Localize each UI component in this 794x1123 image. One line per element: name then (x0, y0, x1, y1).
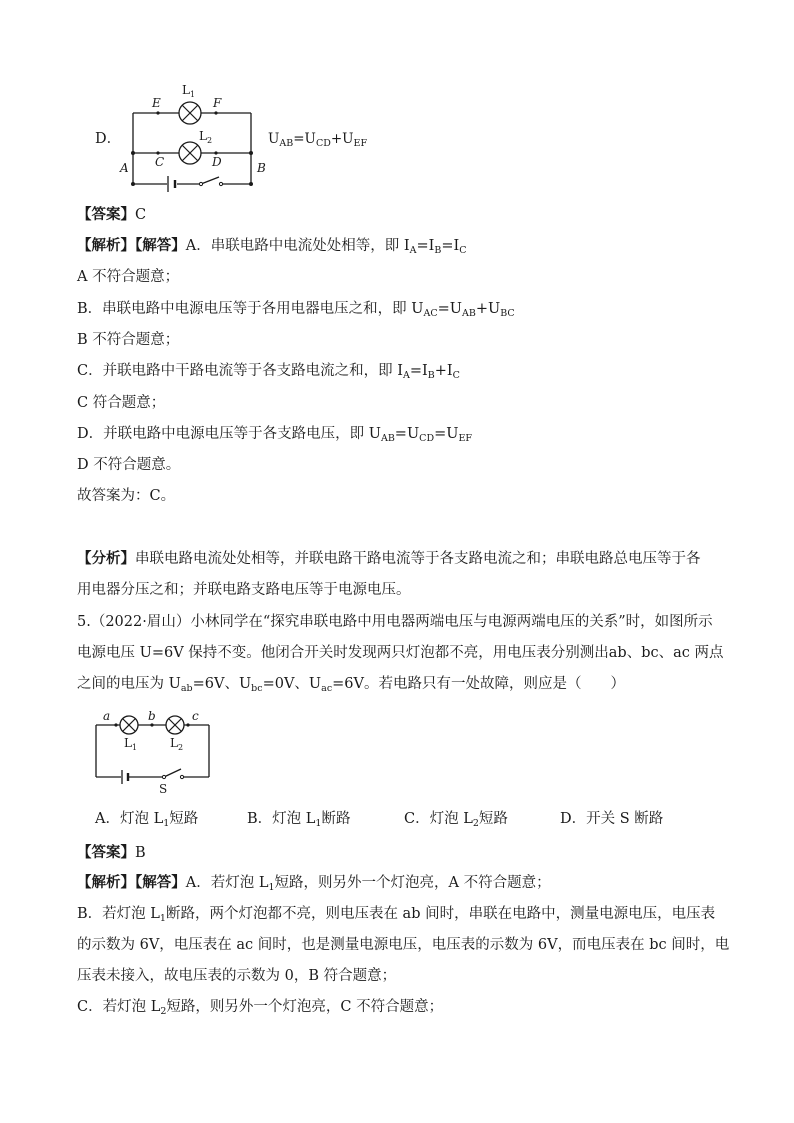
l1-label: $L_1$ (124, 736, 138, 752)
battery-icon (168, 176, 175, 192)
q4-analysis-line-b: B．串联电路中电源电压等于各用电器电压之和，即 $U_{AC}=U_{AB}+U_{BC}$ (77, 301, 515, 319)
q4-summary-line-2: 用电器分压之和；并联电路支路电压等于电源电压。 (77, 582, 411, 598)
q5-analysis-line-c: C．若灯泡 $L_2$短路，则另外一个灯泡亮，C 不符合题意； (77, 999, 444, 1017)
q5-option-a: A．灯泡 $L_1$短路 (95, 811, 199, 829)
q5-analysis-line-b2: 的示数为 6V，电压表在 ac 间时，也是测量电源电压，电压表的示数为 6V，而电压表在 bc 间时，电 (77, 937, 730, 953)
switch-label: S (159, 782, 168, 796)
q5-option-c: C．灯泡 $L_2$短路 (404, 811, 508, 829)
l1-label: $L_1$ (182, 83, 196, 99)
point-b-label: B (257, 161, 266, 175)
q4-analysis-line-a: 【解析】【解答】A．串联电路中电流处处相等，即 $I_A=I_B=I_C$ (77, 237, 467, 256)
q5-stem-line-1: 5.（2022·眉山）小林同学在“探究串联电路中用电器两端电压与电源两端电压的关系”时，如图所示 (77, 614, 713, 630)
point-b-label: b (148, 709, 156, 723)
q5-analysis-line-b1: B．若灯泡 $L_1$断路，两个灯泡都不亮，则电压表在 ab 间时，串联在电路中，测量电源电压，电压表 (77, 906, 716, 924)
point-f-label: F (213, 96, 222, 110)
point-e-label: E (152, 96, 161, 110)
q5-stem-line-3: 之间的电压为 $U_{ab}=6V$、$U_{bc}=0V$、$U_{ac}=6V$。若电路只有一处故障，则应是（ ） (77, 676, 625, 694)
l2-label: $L_2$ (199, 129, 213, 145)
lamp-l2-icon (166, 716, 184, 734)
q5-option-b: B．灯泡 $L_1$断路 (247, 811, 351, 829)
lamp-l2-icon (179, 142, 201, 164)
q4-analysis-line-d2: D 不符合题意。 (77, 457, 181, 473)
q4-analysis-line-b2: B 不符合题意； (77, 332, 180, 348)
point-c-label: C (155, 155, 165, 169)
parallel-circuit-diagram (115, 80, 270, 195)
q4-analysis-line-c2: C 符合题意； (77, 395, 166, 411)
switch-icon (162, 775, 183, 778)
q4-analysis-line-d: D．并联电路中电源电压等于各支路电压，即 $U_{AB}=U_{CD}=U_{EF}$ (77, 426, 472, 444)
lamp-l1-icon (179, 102, 201, 124)
point-c-label: c (192, 709, 199, 723)
q4-answer: 【答案】C (77, 206, 147, 223)
battery-icon (122, 770, 128, 784)
q4-analysis-line-a2: A 不符合题意； (77, 269, 180, 285)
option-d-letter: D． (95, 131, 122, 147)
q5-option-d: D．开关 S 断路 (560, 811, 664, 827)
q5-analysis-line-a: 【解析】【解答】A．若灯泡 $L_1$短路，则另外一个灯泡亮，A 不符合题意； (77, 874, 551, 893)
l2-label: $L_2$ (170, 736, 184, 752)
point-a-label: a (103, 709, 111, 723)
point-d-label: D (212, 155, 222, 169)
q5-analysis-line-b3: 压表未接入，故电压表的示数为 0，B 符合题意； (77, 968, 397, 984)
series-circuit-diagram (88, 706, 218, 798)
q5-stem-line-2: 电源电压 U=6V 保持不变。他闭合开关时发现两只灯泡都不亮，用电压表分别测出ab、bc、ac 两点 (77, 645, 724, 661)
q4-summary-line-1: 【分析】串联电路电流处处相等，并联电路干路电流等于各支路电流之和；串联电路总电压等于各 (77, 550, 701, 567)
lamp-l1-icon (120, 716, 138, 734)
q4-conclusion: 故答案为：C。 (77, 488, 176, 504)
q4-analysis-line-c: C．并联电路中干路电流等于各支路电流之和，即 $I_A=I_B+I_C$ (77, 363, 460, 381)
q5-answer: 【答案】B (77, 844, 146, 861)
option-d-formula: $U_{AB}=U_{CD}+U_{EF}$ (268, 131, 368, 149)
point-a-label: A (120, 161, 129, 175)
